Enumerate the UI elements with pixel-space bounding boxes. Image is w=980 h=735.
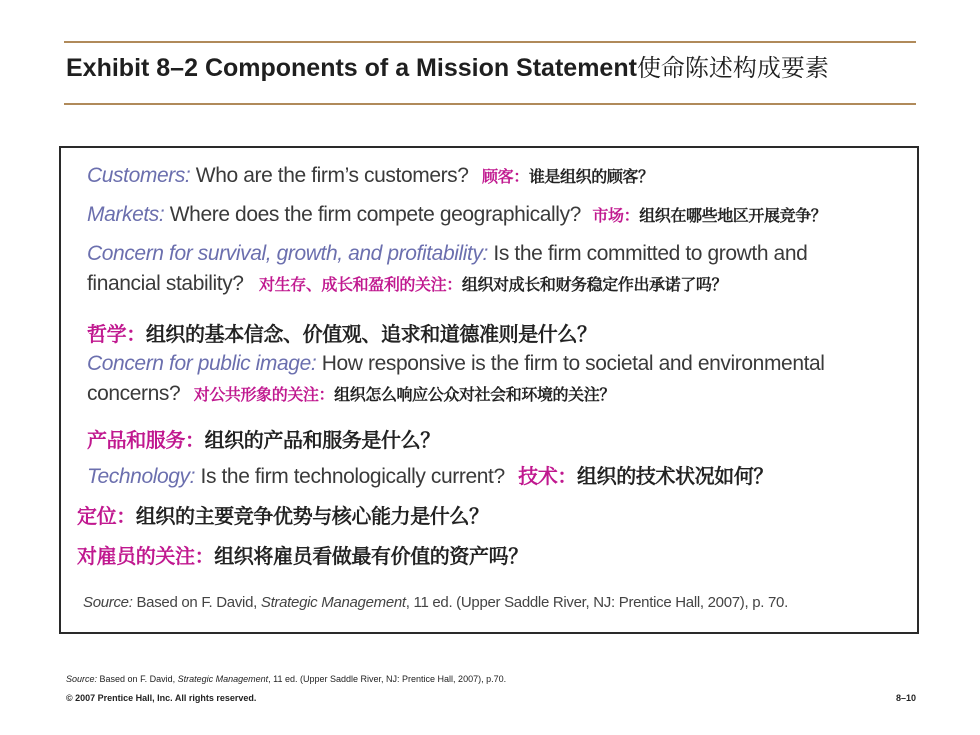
public-image-row-2: concerns? 对公共形象的关注：组织怎么响应公众对社会和环境的关注？ <box>87 382 615 405</box>
products-row: 产品和服务：组织的产品和服务是什么？ <box>87 428 440 452</box>
title-zh: 使命陈述构成要素 <box>636 54 829 82</box>
public-image-row: Concern for public image: How responsive is the firm to societal and environmental <box>87 352 825 375</box>
title-en: Exhibit 8–2 Components of a Mission Statement <box>66 54 637 82</box>
positioning-row: 定位：组织的主要竞争优势与核心能力是什么？ <box>77 504 489 528</box>
philosophy-row: 哲学：组织的基本信念、价值观、追求和道德准则是什么？ <box>87 322 597 346</box>
survival-row-2: financial stability? 对生存、成长和盈利的关注：组织对成长和财务稳定作出承诺了吗？ <box>87 272 728 295</box>
customers-row: Customers: Who are the firm’s customers? 顾客：谁是组织的顾客？ <box>87 164 654 187</box>
slide-title <box>66 48 926 83</box>
top-rule <box>64 41 916 43</box>
footer-source: Source: Based on F. David, Strategic Management, 11 ed. (Upper Saddle River, NJ: Prentice Hall, 2007), p.70. <box>66 674 507 684</box>
bottom-rule <box>64 103 916 105</box>
markets-row: Markets: Where does the firm compete geographically? 市场：组织在哪些地区开展竞争？ <box>87 203 827 226</box>
employees-row: 对雇员的关注：组织将雇员看做最有价值的资产吗？ <box>77 544 528 568</box>
page-number: 8–10 <box>895 693 916 703</box>
copyright: © 2007 Prentice Hall, Inc. All rights reserved. <box>66 693 257 703</box>
technology-row: Technology: Is the firm technologically current? 技术：组织的技术状况如何？ <box>87 464 774 488</box>
exhibit-panel <box>59 146 919 634</box>
survival-row: Concern for survival, growth, and profitability: Is the firm committed to growth and <box>87 242 808 265</box>
inner-source-note: Source: Based on F. David, Strategic Management, 11 ed. (Upper Saddle River, NJ: Prentice Hall, 2007), p. 70. <box>83 594 788 611</box>
